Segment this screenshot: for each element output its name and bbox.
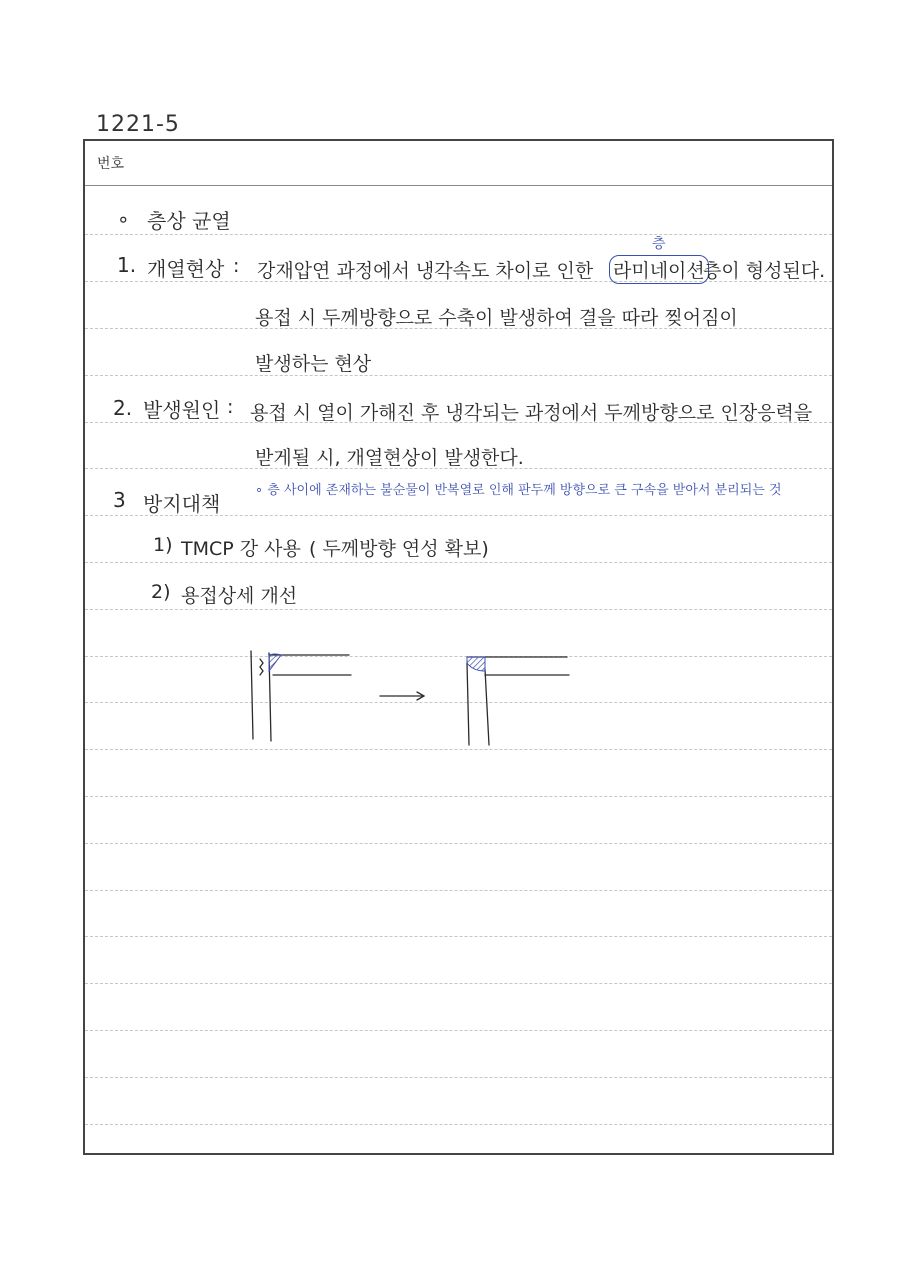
subitem-text: 용접상세 개선 — [181, 585, 298, 607]
item-term: 개열현상 — [147, 257, 225, 281]
weld-bead-before — [269, 654, 281, 671]
item-term: 방지대책 — [143, 492, 221, 516]
weld-bead-after — [467, 657, 485, 671]
number-field-label: 번호 — [97, 156, 125, 172]
item-number: 2. — [113, 396, 133, 420]
ruled-line — [85, 843, 832, 844]
item-separator: : — [233, 255, 240, 277]
ruled-line — [85, 983, 832, 984]
sketch-line — [467, 663, 469, 745]
heading-bullet: ∘ — [117, 207, 130, 231]
sketch-line — [485, 669, 489, 745]
subitem-label: 2) — [151, 581, 171, 603]
item-line: 용접 시 열이 가해진 후 냉각되는 과정에서 두께방향으로 인장응력을 — [250, 402, 813, 424]
item-line: 발생하는 현상 — [255, 353, 372, 375]
lamellar-tear-mark — [260, 659, 263, 675]
item-number: 1. — [117, 253, 137, 277]
blue-note: ∘ 층 사이에 존재하는 불순물이 반복열로 인해 판두께 방향으로 큰 구속을 받아서 분리되는 것 — [255, 483, 782, 498]
sketch-line — [251, 651, 253, 739]
item-term: 발생원인 — [143, 398, 221, 422]
item-separator: : — [227, 396, 234, 418]
ruled-line — [85, 609, 832, 610]
item-line: 층이 형성된다. — [703, 260, 826, 282]
item-line: 강재압연 과정에서 냉각속도 차이로 인한 — [257, 260, 594, 282]
correction-annotation: 층 — [652, 236, 666, 252]
ruled-line — [85, 1030, 832, 1031]
ruled-line — [85, 562, 832, 563]
answer-sheet — [83, 139, 834, 1155]
ruled-line — [85, 796, 832, 797]
subitem-label: 1) — [153, 534, 173, 556]
weld-detail-sketch — [245, 641, 605, 761]
ruled-line — [85, 890, 832, 891]
heading-title: 층상 균열 — [147, 209, 231, 233]
item-line: 용접 시 두께방향으로 수축이 발생하여 결을 따라 찢어짐이 — [255, 307, 738, 329]
ruled-line — [85, 936, 832, 937]
item-line: 받게될 시, 개열현상이 발생한다. — [255, 447, 524, 469]
item-number: 3 — [113, 488, 126, 512]
header-rule — [85, 185, 832, 186]
subitem-detail: ( 두께방향 연성 확보) — [309, 538, 489, 560]
ruled-line — [85, 1077, 832, 1078]
ruled-line — [85, 375, 832, 376]
ruled-line — [85, 234, 832, 235]
page-id: 1221-5 — [96, 112, 180, 137]
circled-term: 라미네이션 — [609, 255, 709, 284]
ruled-line — [85, 1124, 832, 1125]
subitem-text: TMCP 강 사용 — [181, 538, 301, 560]
